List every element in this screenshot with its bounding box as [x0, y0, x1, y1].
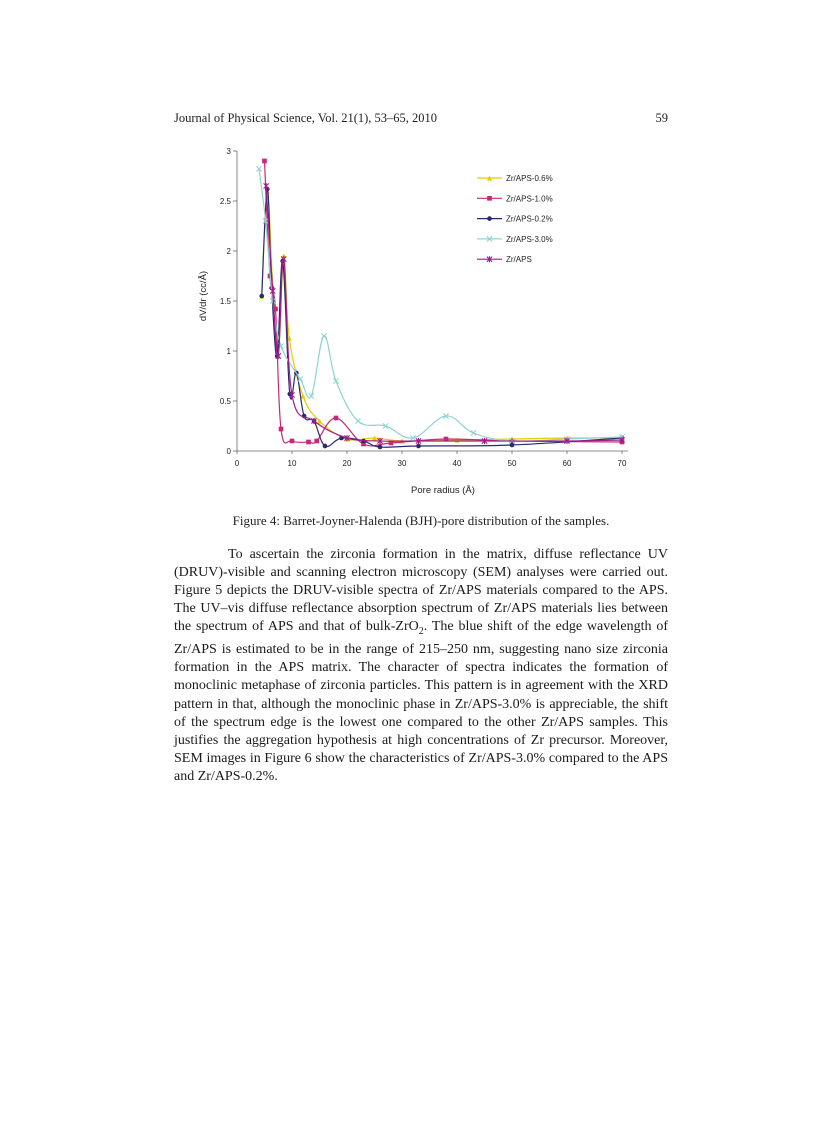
data-point-2: [323, 444, 328, 449]
data-point-2: [259, 294, 264, 299]
paragraph-text-part2: . The blue shift of the edge wavelength of Zr/APS is estimated to be in the range of 215–250 nm, suggesting nano size zirconia formation in the APS matrix. The character of spectra indicates the formation of monoclinic metaphase of zirconia particles. This pattern is in agreement with the XRD pattern in that, although the monoclinic phase in Zr/APS-3.0% is appreciable, the shift of the spectrum edge is the lowest one compared to the other Zr/APS samples. This justifies the aggregation hypothesis at high concentrations of Zr precursor. Moreover, SEM images in Figure 6 show the characteristics of Zr/APS-3.0% compared to the APS and Zr/APS-0.2%.: [174, 619, 668, 784]
data-point-1: [290, 439, 295, 444]
figure-caption: Figure 4: Barret-Joyner-Halenda (BJH)-pore distribution of the samples.: [232, 513, 610, 528]
legend-marker: [487, 216, 492, 221]
data-point-3: [333, 378, 338, 383]
data-point-1: [262, 159, 267, 164]
data-point-1: [279, 427, 284, 432]
x-axis-label: Pore radius (Å): [411, 485, 475, 496]
x-tick-label: 20: [342, 459, 352, 468]
x-tick-label: 60: [562, 459, 572, 468]
x-tick-label: 0: [234, 459, 240, 468]
y-tick-label: 2.5: [219, 197, 231, 206]
y-tick-label: 1: [226, 347, 231, 356]
legend-label: Zr/APS-0.6%: [506, 174, 553, 183]
journal-citation: Journal of Physical Science, Vol. 21(1), 53–65, 2010: [174, 111, 438, 125]
y-tick-label: 3: [226, 147, 231, 156]
series-line-1: [265, 161, 623, 446]
bjh-pore-distribution-chart: [180, 140, 650, 505]
legend-marker: [487, 196, 492, 201]
y-tick-label: 0.5: [219, 397, 231, 406]
paragraph-text-part1: To ascertain the zirconia formation in the matrix, diffuse reflectance UV (DRUV)-visible and scanning electron microscopy (SEM) analyses were carried out. Figure 5 depicts the DRUV-visible spectra of Zr/APS materials compared to the APS. The UV–vis diffuse reflectance absorption spectrum of Zr/APS materials lies between the spectrum of APS and that of bulk-ZrO: [174, 547, 668, 635]
data-point-1: [314, 439, 319, 444]
x-tick-label: 50: [507, 459, 517, 468]
y-axis-label: dV/dr (cc/Å): [198, 270, 209, 322]
data-point-4: [270, 288, 275, 294]
x-tick-label: 40: [452, 459, 462, 468]
y-tick-label: 0: [226, 447, 231, 456]
y-tick-label: 2: [226, 247, 231, 256]
x-tick-label: 70: [617, 459, 627, 468]
x-tick-label: 10: [287, 459, 297, 468]
data-point-2: [416, 444, 421, 449]
body-paragraph: [174, 546, 668, 786]
y-tick-label: 1.5: [219, 297, 231, 306]
legend-label: Zr/APS-0.2%: [506, 214, 553, 224]
data-point-3: [309, 393, 314, 398]
series-line-3: [259, 169, 622, 441]
x-tick-label: 30: [397, 459, 407, 468]
data-point-3: [471, 430, 476, 435]
data-point-1: [334, 416, 339, 421]
legend-label: Zr/APS: [506, 255, 532, 265]
legend-label: Zr/APS-3.0%: [506, 234, 553, 244]
series-line-0: [262, 191, 622, 441]
data-point-1: [306, 440, 311, 445]
data-point-4: [264, 183, 269, 189]
data-point-2: [378, 445, 383, 450]
legend-label: Zr/APS-1.0%: [506, 194, 553, 204]
data-point-3: [355, 418, 360, 423]
series-line-2: [262, 189, 622, 447]
series-line-4: [266, 186, 622, 441]
page-number: 59: [655, 111, 668, 125]
paragraph-subscript: 2: [418, 626, 424, 638]
